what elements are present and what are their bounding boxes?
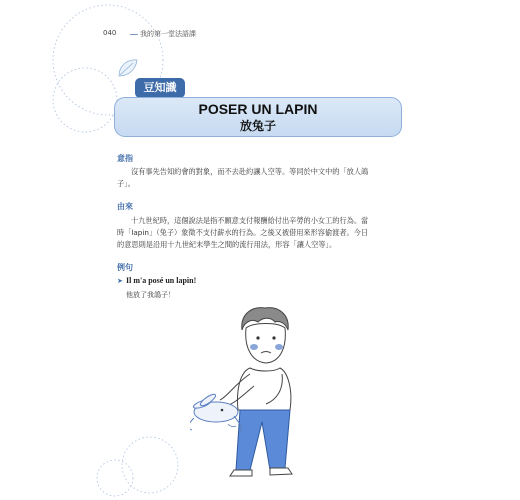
- meaning-line: 子」。: [117, 179, 135, 188]
- origin-heading: 由來: [117, 202, 133, 211]
- example-sentence-french: Il m'a posé un lapin!: [126, 276, 197, 285]
- idiom-title-box: [114, 97, 402, 137]
- example-heading: 例句: [117, 263, 133, 272]
- origin-line: 的意思則是沿用十九世紀末學生之間的流行用法，形容「讓人空等」。: [117, 240, 337, 249]
- origin-text: [117, 215, 407, 251]
- idiom-title-french: POSER UN LAPIN: [198, 101, 318, 117]
- origin-line: 時「lapin」（兔子）象徵不支付薪水的行為。之後又被借用來形容偷渡者。今日: [117, 228, 369, 237]
- page-number: 040: [103, 29, 117, 37]
- example-sentence-chinese: 他放了我鴿子！: [126, 291, 175, 299]
- book-title: 我的第一堂法語課: [140, 30, 196, 38]
- idiom-title-chinese: 放兔子: [239, 119, 276, 133]
- man-holding-rabbit-illustration: [190, 300, 340, 485]
- leaf-icon: [116, 57, 140, 79]
- arrow-icon: ➤: [117, 277, 123, 285]
- trivia-tag: 豆知識: [135, 78, 185, 98]
- meaning-heading: 意指: [117, 154, 133, 163]
- meaning-text: [117, 166, 407, 190]
- meaning-line: 沒有事先告知約會的對象，而不去赴約讓人空等。等同於中文中的「放人鴿: [131, 167, 369, 176]
- origin-line: 十九世紀時，這個說法是指不願意支付報酬給付出辛勞的小女工的行為。當: [131, 216, 369, 225]
